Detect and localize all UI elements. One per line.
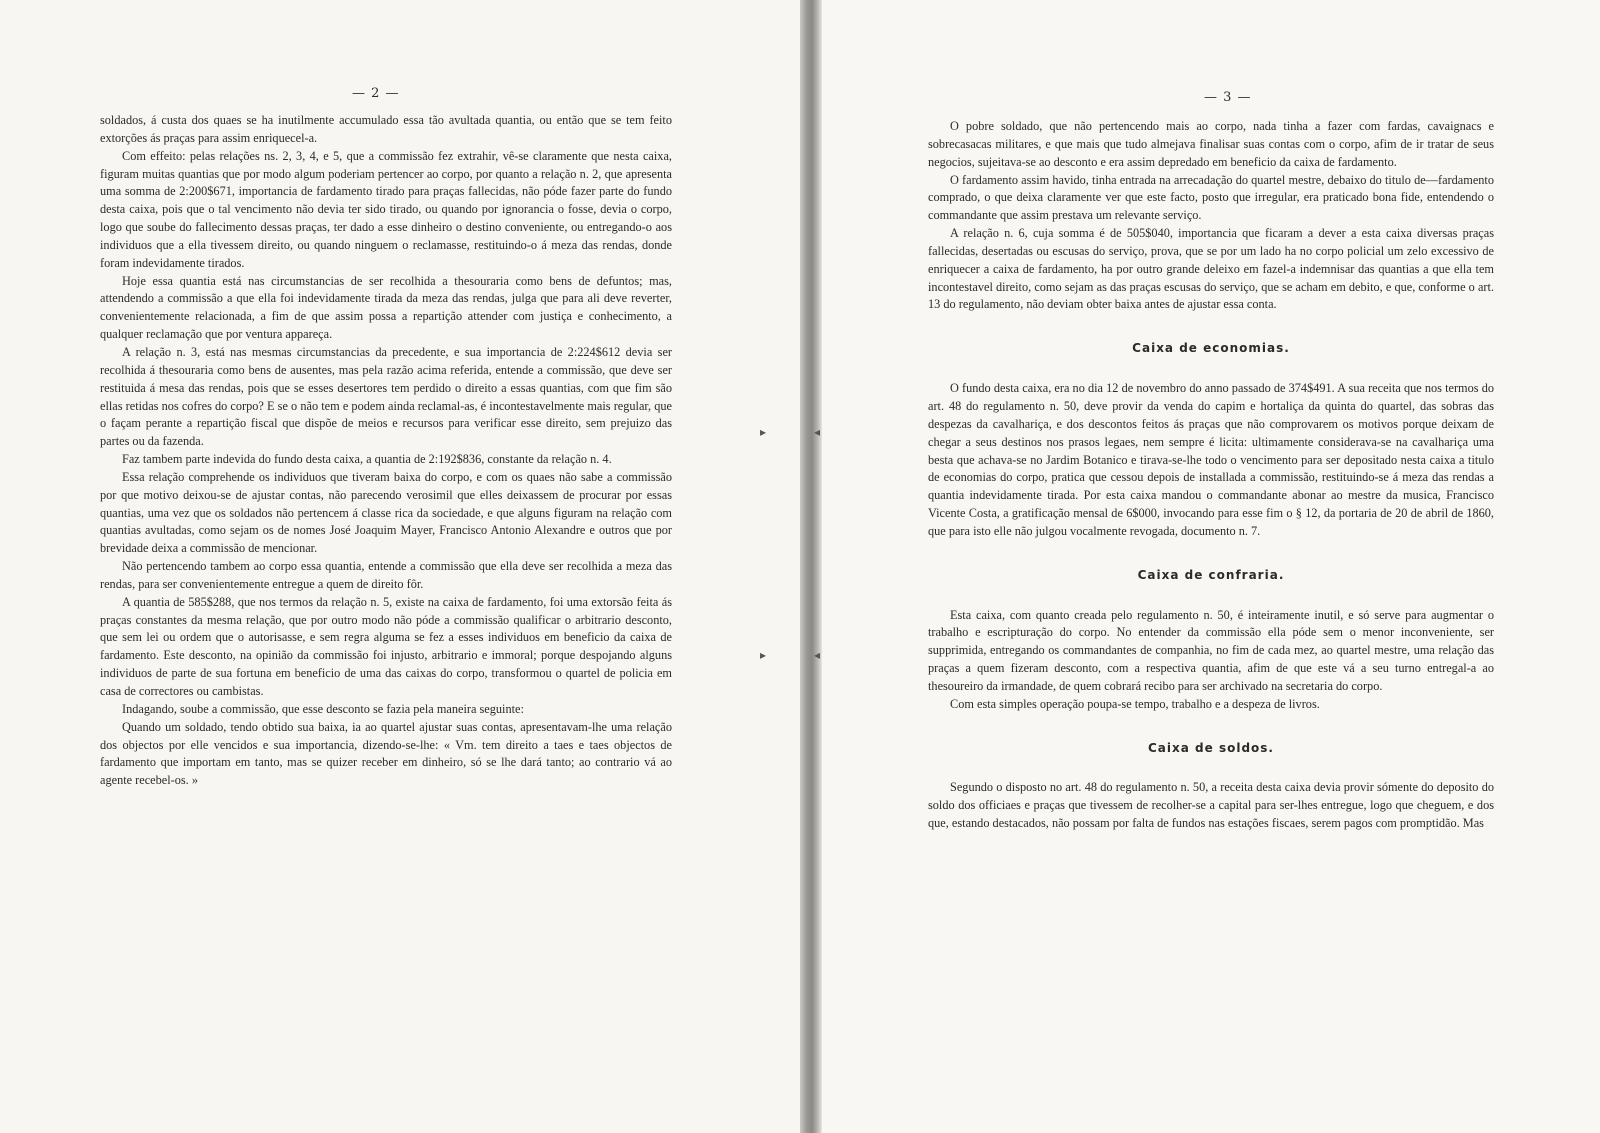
- paragraph: Esta caixa, com quanto creada pelo regulamento n. 50, é inteiramente inutil, e só serve para augmentar o trabalho e escripturação do corpo. No entender da commissão ella póde sem o menor inconveniente, ser supprimida, entregando os commandantes de companhia, no fim de cada mez, ao quartel mestre, uma relação das praças a quem fizeram desconto, com a respectiva quantia, afim de que este vá a seu turno entregal-a ao thesoureiro da irmandade, de quem cobrará recibo para ser archivado na secretaria do corpo.: [928, 607, 1494, 693]
- page-body: [928, 118, 1494, 833]
- paragraph: Indagando, soube a commissão, que esse desconto se fazia pela maneira seguinte:: [122, 701, 524, 716]
- paragraph: Hoje essa quantia está nas circumstancias de ser recolhida a thesouraria como bens de defuntos; mas, attendendo a commissão a que ella foi indevidamente tirada da meza das rendas, julga que para ali deve reverter, convenientemente relacionada, a fim de que assim possa a repartição attender com justiça e conhecimento, a qualquer reclamação que por ventura appareça.: [100, 273, 672, 342]
- paragraph: O fardamento assim havido, tinha entrada na arrecadação do quartel mestre, debaixo do titulo de—fardamento comprado, o que deixa claramente ver que este facto, posto que irregular, era praticado bona fide, entendendo o commandante que assim prestava um relevante serviço.: [928, 172, 1494, 223]
- section-heading: Caixa de confraria.: [1137, 567, 1285, 582]
- paragraph: Essa relação comprehende os individuos que tiveram baixa do corpo, e com os quaes não sabe a commissão por que motivo deixou-se de ajustar contas, não parecendo verosimil que elles deixassem de procurar por essas quantias, uma vez que os soldados não pertencem á classe rica da sociedade, e que alguns figuram na relação com quantias avultadas, como sejam os de nomes José Joaquim Mayer, Francisco Antonio Alexandre e outros que por brevidade deixa a commissão de mencionar.: [100, 469, 672, 556]
- paragraph: Com effeito: pelas relações ns. 2, 3, 4, e 5, que a commissão fez extrahir, vê-se claramente que nesta caixa, figuram muitas quantias que por modo algum poderiam pertencer ao corpo, por quanto a relação n. 2, que apresenta uma somma de 2:200$671, importancia de fardamento tirado para praças fallecidas, não póde fazer parte do fundo desta caixa, pois que o tal vencimento não devia ter sido tirado, ou quando por ignorancia o fosse, devia o corpo, logo que soube do fallecimento dessas praças, ter dado a esse dinheiro o destino conveniente, ou entregando-o aos individuos que a ella tivessem direito, ou quando ninguem o reclamasse, restituindo-o á meza das rendas, donde foram indevidamente tirados.: [100, 148, 672, 270]
- paragraph: Segundo o disposto no art. 48 do regulamento n. 50, a receita desta caixa devia provir sómente do deposito do soldo dos officiaes e praças que tivessem de recolher-se a capital para ser-lhes entregue, logo que cheguem, e dos que, estando destacados, não possam por falta de fundos nas estações fiscaes, serem pagos com promptidão. Mas: [928, 780, 1494, 831]
- paragraph: A relação n. 6, cuja somma é de 505$040, importancia que ficaram a dever a esta caixa diversas praças fallecidas, desertadas ou escusas do serviço, prova, que se por um lado ha no corpo policial um zelo excessivo de enriquecer a caixa de fardamento, ha por outro grande deleixo em fazel-a indemnisar das quantias a que ella tem incontestavel direito, como sejam as das praças escusas do serviço, que se acham em debito, e que, conforme o art. 13 do regulamento, não deviam obter baixa antes de ajustar essa conta.: [928, 226, 1494, 312]
- page-body: [100, 112, 672, 790]
- paragraph: O pobre soldado, que não pertencendo mais ao corpo, nada tinha a fazer com fardas, cavaignacs e sobrecasacas militares, e que mais que tudo almejava finalisar suas contas com o corpo, afim de ir tratar de seus negocios, sujeitava-se ao desconto e era assim depredado em beneficio da caixa de fardamento.: [928, 119, 1494, 169]
- margin-mark: ◂: [814, 648, 821, 662]
- right-page: [814, 0, 1600, 1133]
- margin-mark: ◂: [814, 425, 821, 439]
- paragraph: soldados, á custa dos quaes se ha inutilmente accumulado essa tão avultada quantia, ou então que se tem feito extorções ás praças para assim enriquecel-a.: [100, 113, 672, 145]
- paragraph: Com esta simples operação poupa-se tempo, trabalho e a despeza de livros.: [950, 696, 1320, 711]
- paragraph: A relação n. 3, está nas mesmas circumstancias da precedente, e sua importancia de 2:224$612 devia ser recolhida á thesouraria como bens de ausentes, mas pela razão acima referida, entende a commissão, que deve ser restituida á mesa das rendas, pois que se esses desertores tem perdido o direito a essas quantias, com que fim são ellas retidas nos cofres do corpo? E se o não tem e podem ainda reclamal-as, é incontestavelmente mais regular, que o façam perante a repartição fiscal que dispõe de meios e recursos para verificar esse direito, sem prejuizo das partes ou da fazenda.: [100, 344, 672, 449]
- paragraph: Não pertencendo tambem ao corpo essa quantia, entende a commissão que ella deve ser recolhida a meza das rendas, para ser convenientemente entregue a quem de direito fôr.: [100, 559, 672, 591]
- page-number: — 3 —: [1204, 90, 1252, 105]
- book-gutter: [800, 0, 822, 1133]
- paragraph: Quando um soldado, tendo obtido sua baixa, ia ao quartel ajustar suas contas, apresentavam-lhe uma relação dos objectos por elle vencidos e sua importancia, dizendo-se-lhe: « Vm. tem direito a taes e taes objectos de fardamento que importam em tanto, mas se quizer receber em dinheiro, só se lhe dará tanto; ao contrario vá ao agente recebel-os. »: [100, 719, 672, 788]
- margin-mark: ▸: [760, 425, 767, 439]
- page-number: — 2 —: [352, 86, 400, 101]
- section-heading: Caixa de soldos.: [1148, 740, 1274, 755]
- margin-mark: ▸: [760, 648, 767, 662]
- paragraph: A quantia de 585$288, que nos termos da relação n. 5, existe na caixa de fardamento, foi uma extorsão feita ás praças constantes da mesma relação, que por outro modo não póde a commissão qualificar o arbitrario desconto, que sem lei ou ordem que o autorisasse, e sem regra alguma se fez a esses individuos em beneficio da caixa de fardamento. Este desconto, na opinião da commissão foi injusto, arbitrario e immoral; porque despojando alguns individuos de parte de sua fortuna em beneficio de uma das caixas do corpo, transformou o quartel de policia em casa de correctores ou cambistas.: [100, 594, 672, 698]
- paragraph: Faz tambem parte indevida do fundo desta caixa, a quantia de 2:192$836, constante da relação n. 4.: [122, 452, 612, 467]
- paragraph: O fundo desta caixa, era no dia 12 de novembro do anno passado de 374$491. A sua receita que nos termos do art. 48 do regulamento n. 50, deve provir da venda do capim e hortaliça da quinta do quartel, das sobras das despezas da cavalhariça, e dos descontos feitos ás praças que não comprovarem os motivos porque deixam de chegar a seus destinos nos prasos legaes, nem sempre é licita: ultimamente considerava-se na cavalhariça uma besta que achava-se no Jardim Botanico e tirava-se-lhe todo o vencimento para ser depositado nesta caixa a titulo de economias do corpo, pratica que cessou depois de installada a commissão, restituindo-se á meza das rendas a quantia indevidamente tirada. Por esta caixa mandou o commandante abonar ao mestre da musica, Francisco Vicente Costa, a gratificação mensal de 6$000, invocando para esse fim o § 12, da portaria de 20 de abril de 1860, que para isto elle não julgou vocalmente revogada, documento n. 7.: [928, 381, 1494, 538]
- section-heading: Caixa de economias.: [1132, 341, 1290, 356]
